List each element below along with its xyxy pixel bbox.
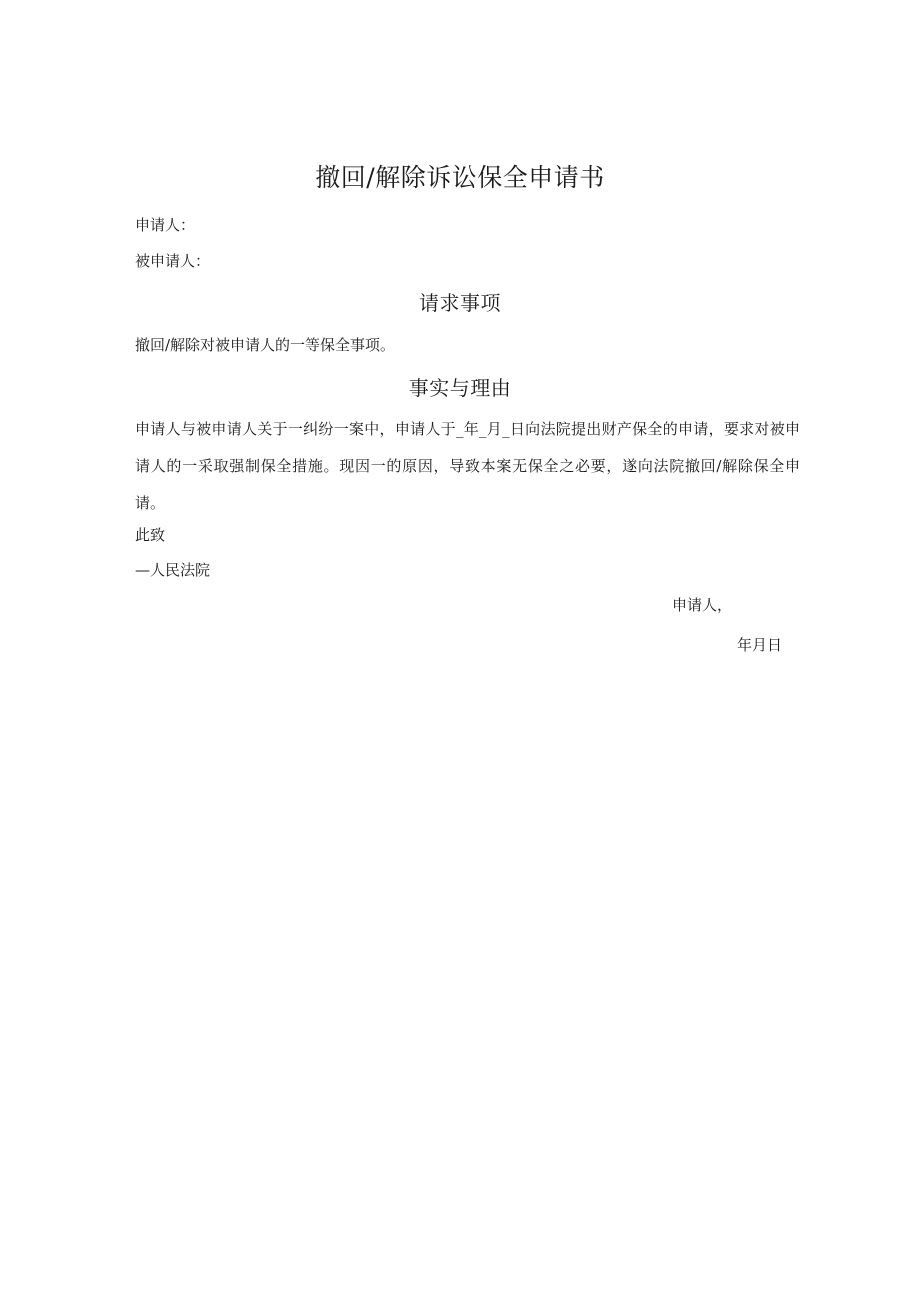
date-label: 年月日	[737, 636, 783, 654]
respondent-label: 被申请人：	[135, 252, 211, 270]
facts-paragraph: 申请人与被申请人关于一纠纷一案中，申请人于_年_月_日向法院提出财产保全的申请，要求对被申请人的一采取强制保全措施。现因一的原因，导致本案无保全之必要，遂向法院撤回/解除保全申请。	[135, 420, 800, 512]
signature-label: 申请人，	[672, 596, 733, 614]
request-section-heading: 请求事项	[419, 291, 501, 315]
court-name: —人民法院	[135, 561, 211, 579]
applicant-label: 申请人：	[135, 216, 196, 234]
closing-text: 此致	[135, 526, 166, 544]
facts-section-heading: 事实与理由	[408, 376, 512, 400]
request-text: 撤回/解除对被申请人的一等保全事项。	[135, 336, 396, 354]
document-title: 撤回/解除诉讼保全申请书	[315, 163, 605, 192]
